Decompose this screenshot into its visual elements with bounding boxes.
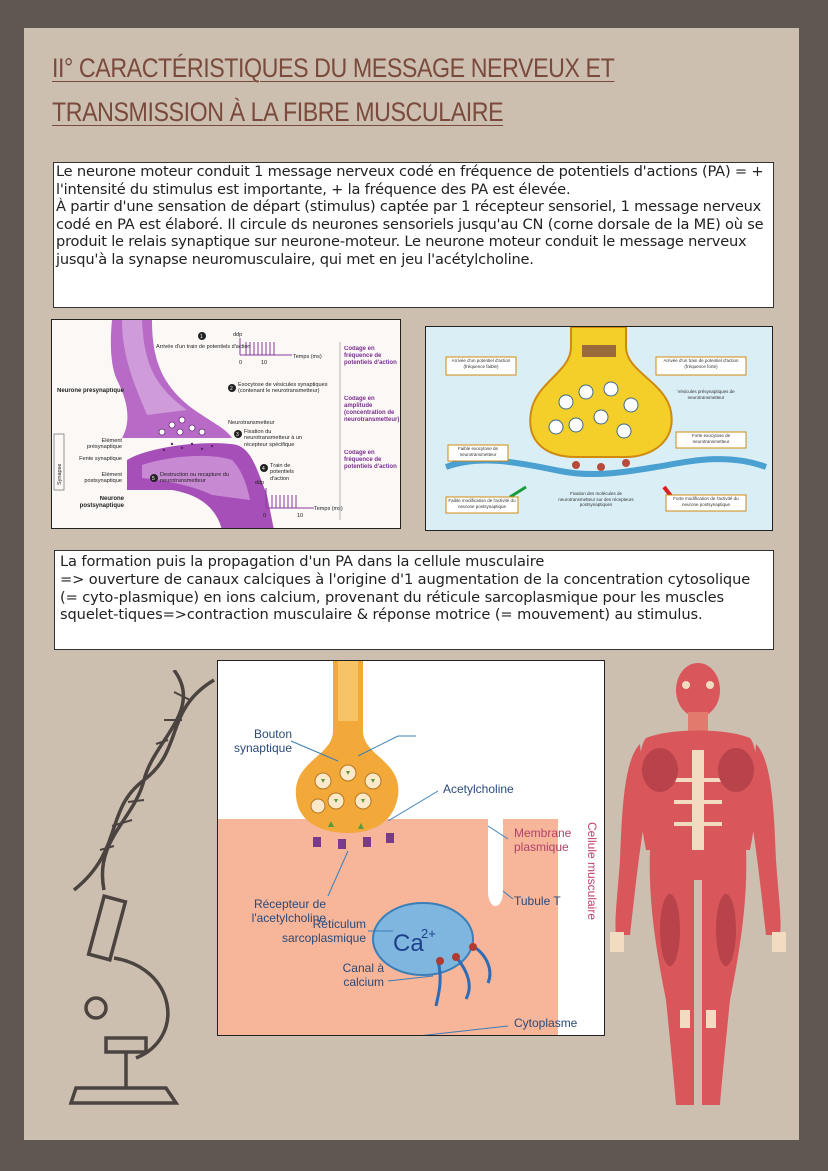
presynaptic-neuron-label: Neurone présynaptique	[56, 388, 124, 394]
high-activity-change-label: Forte modification de l'activité du neurone postsynaptique	[673, 496, 739, 507]
frequency-coding-label: Codage en fréquence de potentiels d'action	[344, 346, 397, 366]
high-frequency-ap-label: Arrivée d'un train de potentiel d'action (fréquence forte)	[663, 358, 739, 369]
paragraph: La formation puis la propagation d'un PA dans la cellule musculaire	[60, 553, 545, 570]
plasma-membrane-label: Membrane plasmique	[514, 826, 572, 854]
calcium-channel-label: Canal à calcium	[342, 961, 384, 989]
low-exocytosis-label: Faible exocytose de neurotransmetteur	[457, 446, 499, 457]
tick-0-b: 0	[263, 513, 267, 519]
low-activity-change-label: Faible modification de l'activité du neurone postsynaptique	[448, 498, 516, 509]
t-tubule-label: Tubule T	[514, 894, 561, 908]
tick-10-b: 10	[297, 513, 304, 519]
svg-text:2: 2	[230, 386, 233, 392]
cytoplasm-label: Cytoplasme	[514, 1016, 578, 1030]
high-exocytosis-label: Forte exocytose de neurotransmetteur	[691, 433, 731, 444]
acetylcholine-label: Acetylcholine	[443, 782, 514, 796]
neuromuscular-junction-figure	[217, 660, 605, 1036]
postsynaptic-neuron-label: Neurone postsynaptique	[79, 496, 124, 509]
time-axis-label: Temps (ms)	[293, 354, 322, 360]
svg-text:5: 5	[152, 476, 155, 482]
page	[24, 28, 799, 1140]
sarcoplasmic-reticulum-label: Réticulum sarcoplasmique	[281, 917, 366, 945]
synaptic-bouton-label: Bouton synaptique	[233, 727, 292, 755]
page-title: II° CARACTÉRISTIQUES DU MESSAGE NERVEUX ET TRANSMISSION À LA FIBRE MUSCULAIRE	[52, 53, 615, 127]
frequency-coding-label-2: Codage en fréquence de potentiels d'action	[344, 450, 397, 470]
ddp-label-2: ddp	[255, 480, 265, 486]
neurotransmitter-binding-label: Fixation des molécules de neurotransmetteur sur des récepteurs postsynaptiques	[558, 491, 634, 507]
synaptic-cleft-label: Fente synaptique	[79, 456, 122, 462]
paragraph: Le neurone moteur conduit 1 message nerveux codé en fréquence de potentiels d'actions (PA) = + l'intensité du stimulus est importante, + la fréquence des PA est élevée.	[56, 163, 764, 198]
acetylcholine-receptor-label: Récepteur de l'acetylcholine	[251, 897, 326, 925]
step-number: 1	[200, 334, 203, 340]
muscle-body-icon	[610, 660, 786, 1110]
paragraph: À partir d'une sensation de départ (stimulus) captée par 1 récepteur sensoriel, 1 message nerveux codé en PA est élaboré. Il circule ds neurones sensoriels jusqu'au CN (corne dorsale de la ME) où se produit le relais synaptique sur neurone-moteur. Le neurone moteur conduit le message nerveux jusqu'à la synapse neuromusculaire, qui met en jeu l'acétylcholine.	[56, 198, 764, 268]
step2-label: Exocytose de vésicules synaptiques (contenant le neurotransmetteur)	[238, 382, 328, 395]
neurotransmitter-label: Neurotransmetteur	[228, 420, 275, 426]
synapse-coding-figure	[51, 319, 401, 529]
presynaptic-vesicles-label: Vésicules présynaptiques de neurotransmetteur	[677, 389, 735, 400]
step5-label: Destruction ou recapture du neurotransmetteur	[160, 472, 230, 485]
calcium-ion-label: Ca	[393, 930, 424, 957]
step4-label: Train de potentiels d'action	[270, 463, 294, 482]
synapse-label: Synapse	[57, 463, 63, 485]
svg-text:4: 4	[262, 466, 265, 472]
amplitude-coding-label: Codage en amplitude (concentration de neurotransmetteur)	[344, 396, 400, 423]
tick-10: 10	[261, 360, 268, 366]
step3-label: Fixation du neurotransmetteur à un récepteur spécifique	[244, 429, 303, 448]
ddp-label: ddp	[233, 332, 243, 338]
microscope-icon	[66, 888, 216, 1113]
dna-icon	[64, 670, 234, 900]
low-frequency-ap-label: Arrivée d'un potentiel d'action (fréquence faible)	[451, 358, 511, 369]
muscle-cell-label: Cellule musculaire	[585, 821, 599, 921]
tick-0: 0	[239, 360, 243, 366]
step1-label: Arrivée d'un train de potentiels d'action	[156, 344, 251, 350]
presynaptic-element-label: Élément présynaptique	[86, 438, 122, 451]
text-box-message-nerveux	[53, 162, 774, 308]
time-axis-label-2: Temps (ms)	[314, 506, 343, 512]
paragraph: => ouverture de canaux calciques à l'origine d'1 augmentation de la concentration cytosolique (= cyto-plasmique) en ions calcium, provenant du réticule sarcoplasmique pour les muscles squelet-tiques=>contraction musculaire & réponse motrice (= mouvement) au stimulus.	[60, 570, 751, 624]
postsynaptic-element-label: Élément postsynaptique	[84, 472, 122, 485]
svg-text:3: 3	[236, 432, 239, 438]
calcium-charge-label: 2+	[421, 926, 436, 941]
synapse-exocytosis-figure	[425, 326, 773, 531]
text-box-contraction	[54, 550, 774, 650]
